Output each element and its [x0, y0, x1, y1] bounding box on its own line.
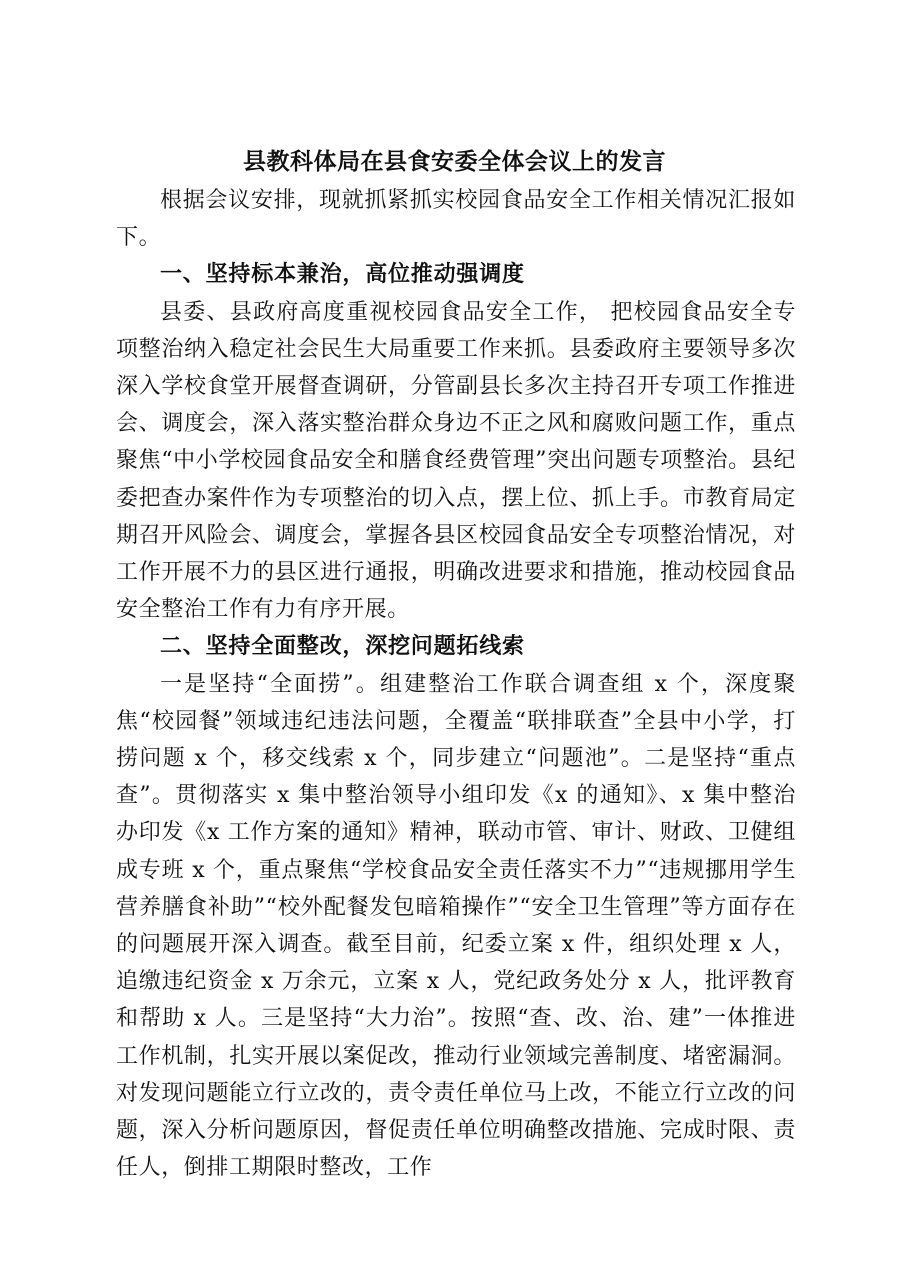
section-1-paragraph: 县委、县政府高度重视校园食品安全工作， 把校园食品安全专项整治纳入稳定社会民生大局重要工作来抓。县委政府主要领导多次深入学校食堂开展督查调研，分管副县长多次主持召开专项工作推进会、调度会，深入落实整治群众身边不正之风和腐败问题工作，重点聚焦“中小学校园食品安全和膳食经费管理”突出问题专项整治。县纪委把查办案件作为专项整治的切入点，摆上位、抓上手。市教育局定期召开风险会、调度会，掌握各县区校园食品安全专项整治情况，对工作开展不力的县区进行通报，明确改进要求和措施，推动校园食品安全整治工作有力有序开展。	[116, 299, 796, 623]
document-body	[116, 182, 796, 1186]
document-title: 县教科体局在县食安委全体会议上的发言	[243, 148, 666, 175]
section-2-paragraph: 一是坚持“全面捞”。组建整治工作联合调查组 x 个，深度聚焦“校园餐”领域违纪违法问题，全覆盖“联排联查”全县中小学，打捞问题 x 个，移交线索 x 个，同步建立“问题池”。二是坚持“重点查”。贯彻落实 x 集中整治领导小组印发《x 的通知》、x 集中整治办印发《x 工作方案的通知》精神，联动市管、审计、财政、卫健组成专班 x 个，重点聚焦“学校食品安全责任落实不力”“违规挪用学生营养膳食补助”“校外配餐发包暗箱操作”“安全卫生管理”等方面存在的问题展开深入调查。截至目前，纪委立案 x 件，组织处理 x 人，追缴违纪资金 x 万余元，立案 x 人，党纪政务处分 x 人，批评教育和帮助 x 人。三是坚持“大力治”。按照“查、改、治、建”一体推进工作机制，扎实开展以案促改，推动行业领域完善制度、堵密漏洞。对发现问题能立行立改的，责令责任单位马上改，不能立行立改的问题，深入分析问题原因，督促责任单位明确整改措施、完成时限、责任人，倒排工期限时整改，工作	[116, 671, 796, 1181]
section-heading-1: 一、坚持标本兼治，高位推动强调度	[160, 262, 525, 288]
section-heading-2: 二、坚持全面整改，深挖问题拓线索	[160, 634, 525, 660]
intro-paragraph: 根据会议安排，现就抓紧抓实校园食品安全工作相关情况汇报如下。	[116, 188, 796, 251]
